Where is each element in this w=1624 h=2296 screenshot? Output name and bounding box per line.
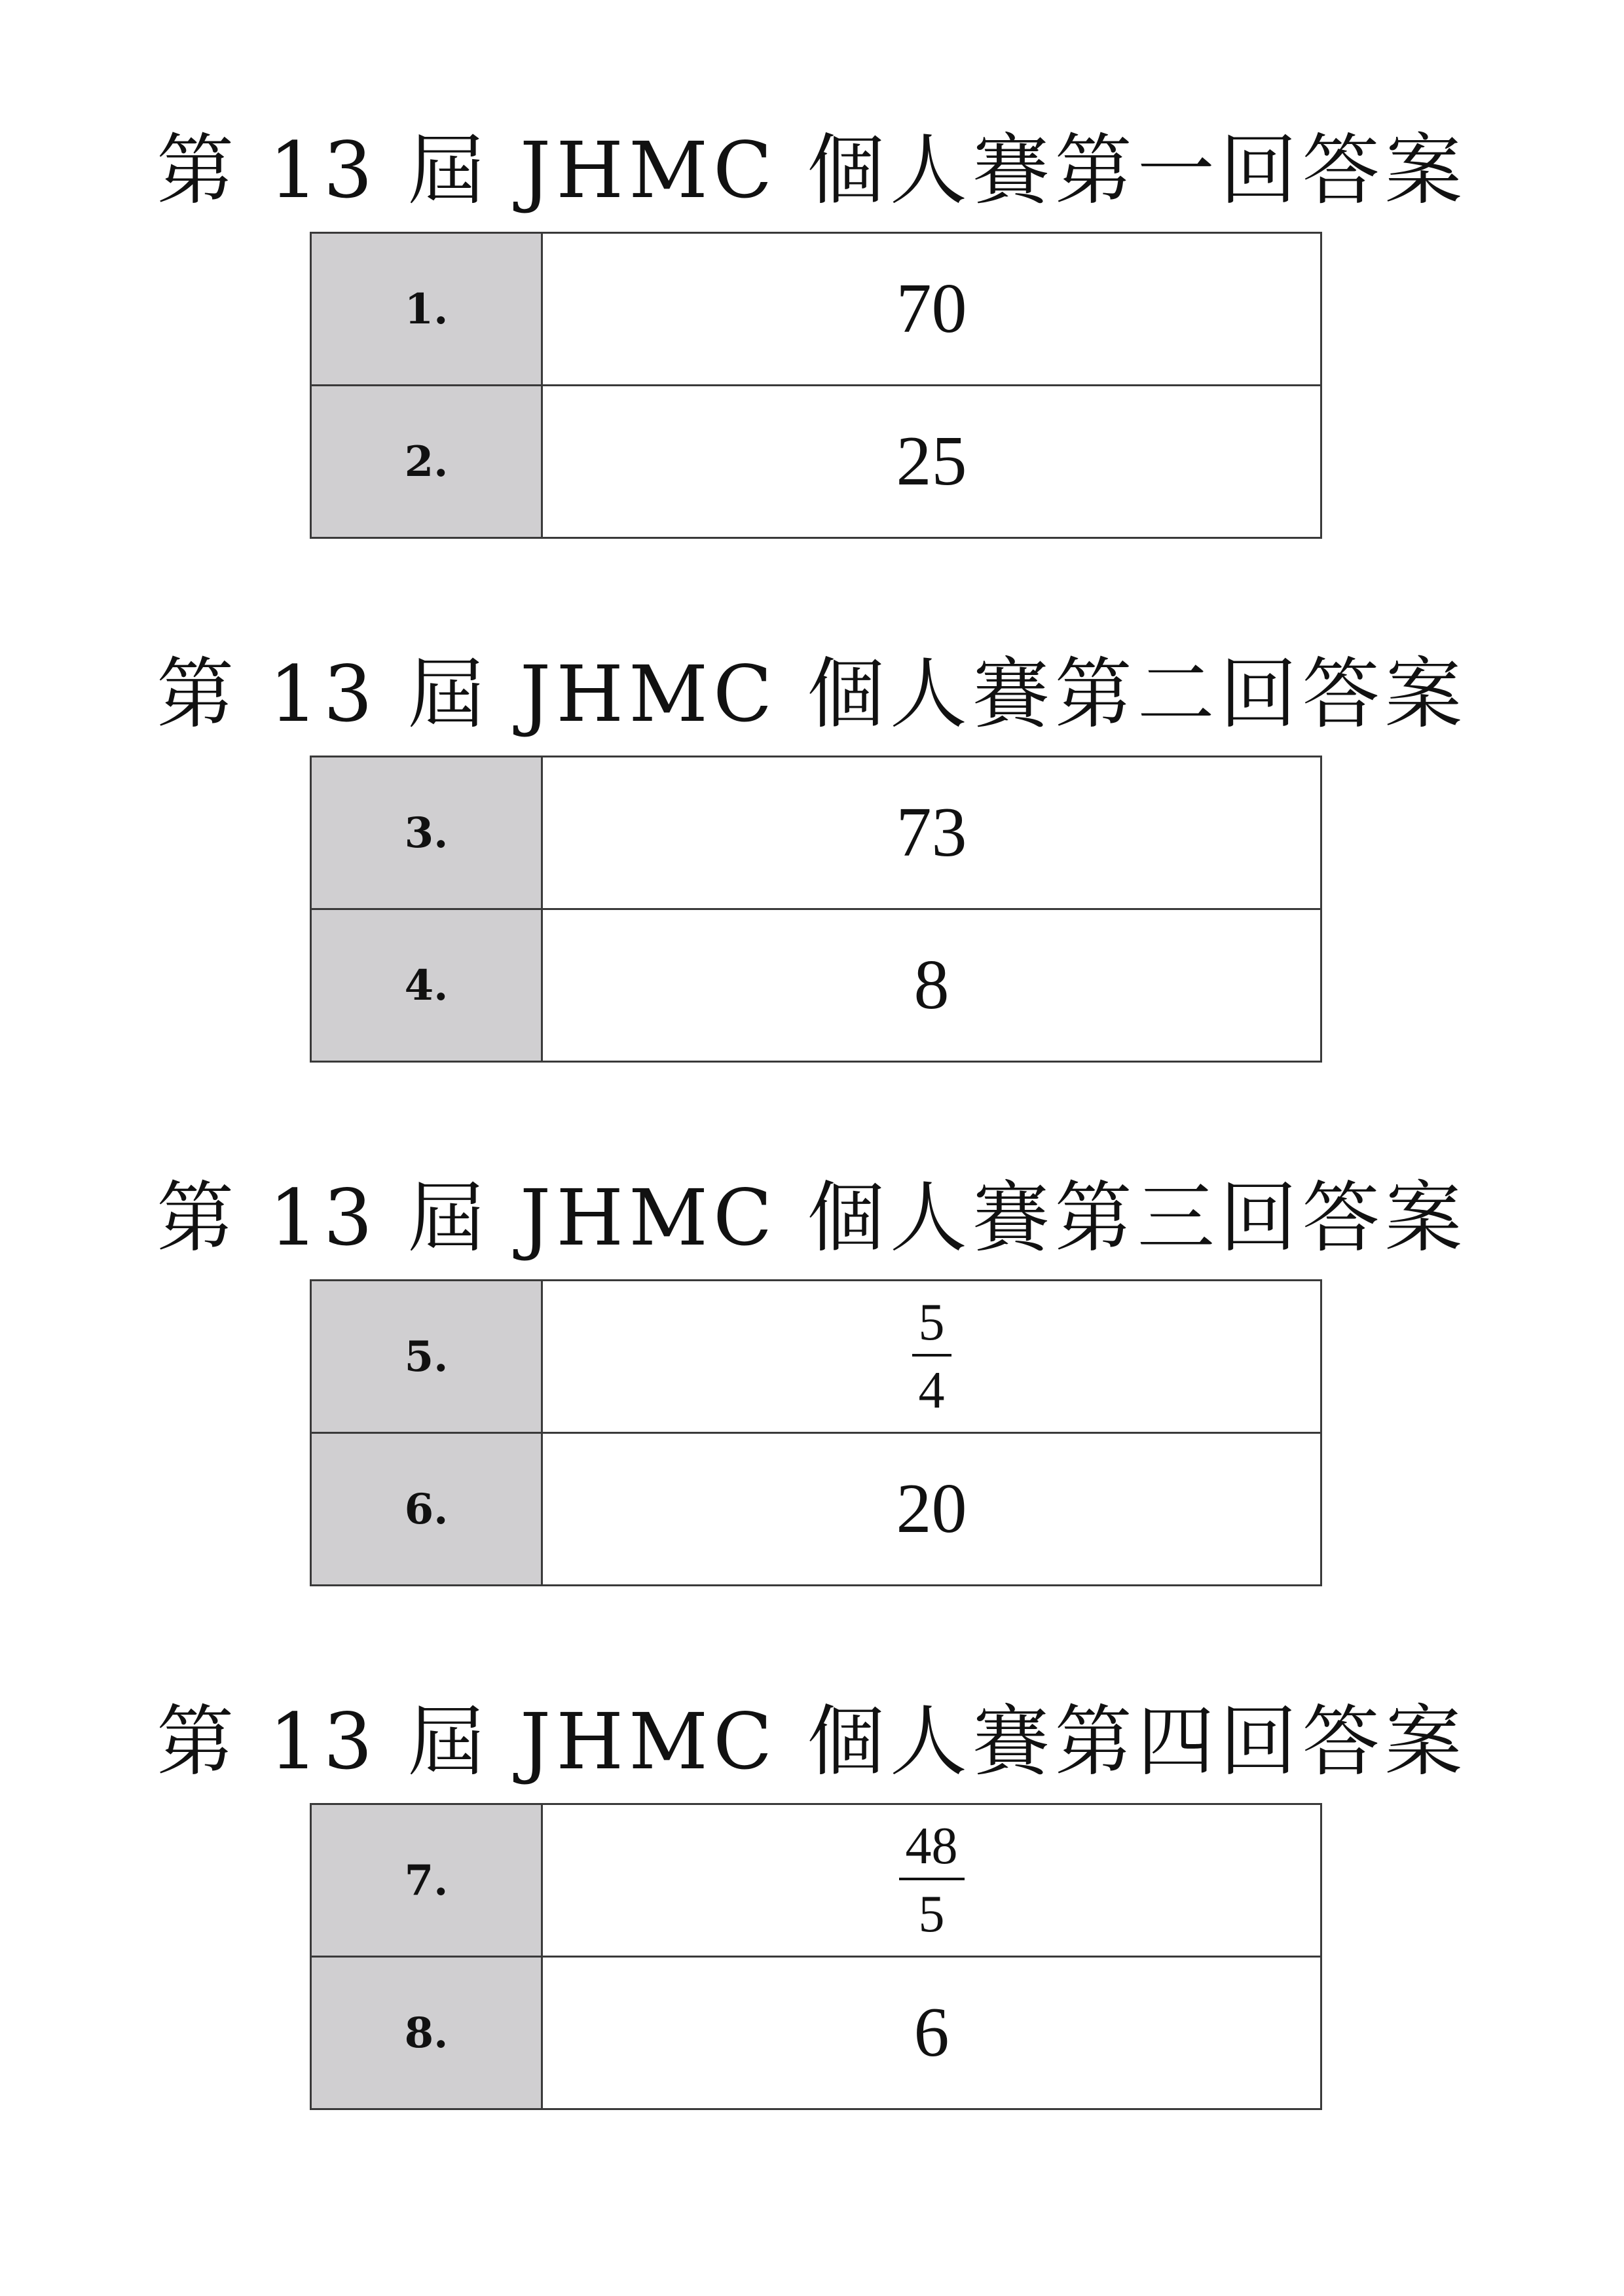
- question-number: 6.: [311, 1433, 542, 1586]
- round-2-answer-table: [310, 756, 1322, 1063]
- answer-value: 6: [542, 1957, 1321, 2109]
- table-row: [311, 1433, 1321, 1586]
- round-2-title: 第 13 屆 JHMC 個人賽第二回答案: [157, 649, 1467, 739]
- table-row: [311, 909, 1321, 1062]
- fraction: [899, 1817, 965, 1943]
- round-1-answer-table: [310, 232, 1322, 539]
- table-row: [311, 1957, 1321, 2109]
- answer-value: 8: [542, 909, 1321, 1062]
- question-number: 4.: [311, 909, 542, 1062]
- answer-value: 70: [542, 233, 1321, 386]
- round-4-title: 第 13 屆 JHMC 個人賽第四回答案: [157, 1696, 1467, 1787]
- question-number: 2.: [311, 386, 542, 538]
- table-row: [311, 757, 1321, 909]
- table-row: [311, 386, 1321, 538]
- answer-value: 73: [542, 757, 1321, 909]
- table-row: [311, 1281, 1321, 1433]
- round-4-answer-table: [310, 1803, 1322, 2110]
- round-3-answer-table: [310, 1279, 1322, 1586]
- fraction-numerator: 5: [912, 1296, 951, 1357]
- question-number: 7.: [311, 1804, 542, 1957]
- table-row: [311, 1804, 1321, 1957]
- question-number: 3.: [311, 757, 542, 909]
- fraction-numerator: 48: [899, 1820, 965, 1880]
- fraction-denominator: 4: [918, 1362, 945, 1419]
- answer-value: 20: [542, 1433, 1321, 1586]
- answer-value: [542, 1281, 1321, 1433]
- answer-value: [542, 1804, 1321, 1957]
- round-1-title: 第 13 屆 JHMC 個人賽第一回答案: [157, 125, 1467, 215]
- fraction-denominator: 5: [918, 1886, 945, 1943]
- round-3-title: 第 13 屆 JHMC 個人賽第三回答案: [157, 1173, 1467, 1263]
- question-number: 5.: [311, 1281, 542, 1433]
- question-number: 1.: [311, 233, 542, 386]
- table-row: [311, 233, 1321, 386]
- answer-value: 25: [542, 386, 1321, 538]
- question-number: 8.: [311, 1957, 542, 2109]
- fraction: [912, 1296, 951, 1417]
